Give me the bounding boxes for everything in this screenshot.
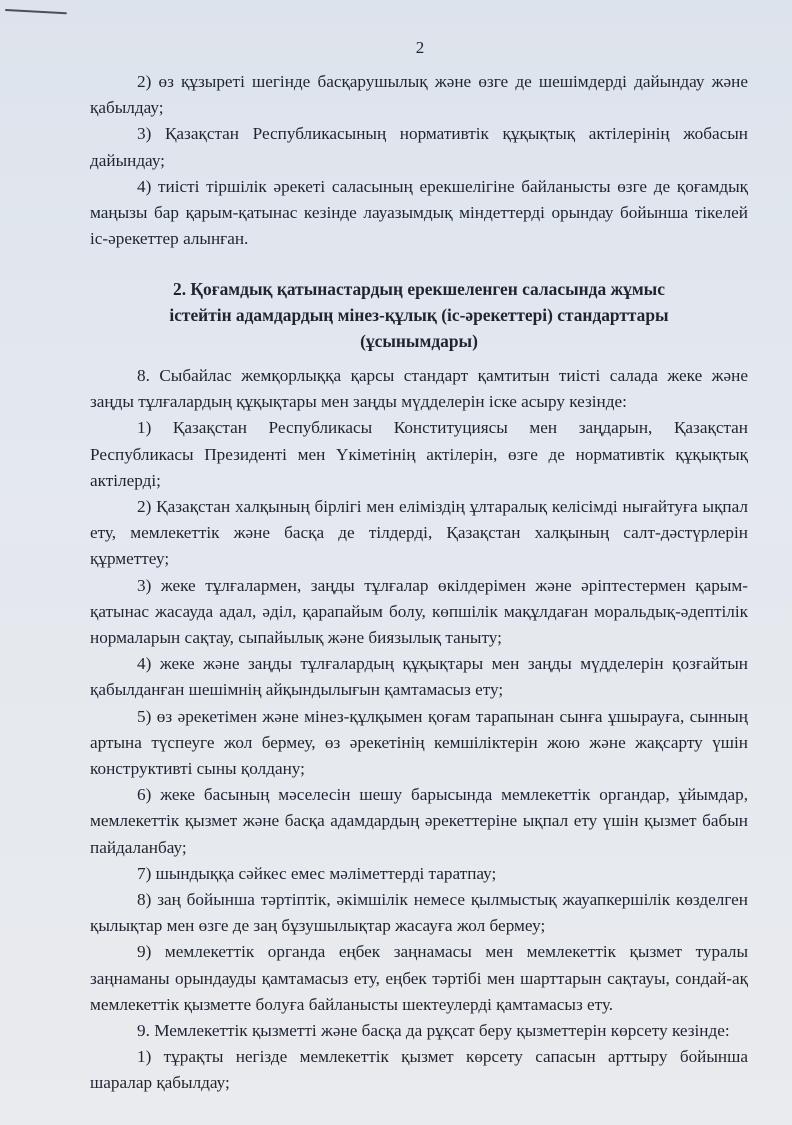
intro-list: [90, 69, 748, 252]
pen-mark: [5, 9, 67, 14]
list-item: 1) тұрақты негізде мемлекеттік қызмет көрсету сапасын арттыру бойынша шаралар қабылдау;: [90, 1047, 748, 1093]
section-heading-line: (ұсынымдары): [360, 331, 478, 352]
list-item: 2) өз құзыреті шегінде басқарушылық және өзге де шешімдерді дайындау және қабылдау;: [90, 72, 748, 118]
list-item: 4) тиісті тіршілік әрекеті саласының ерекшелігіне байланысты өзге де қоғамдық маңызы бар қарым-қатынас кезінде лауазымдық міндеттерді орындау бойынша тікелей іс-әрекеттер алынған.: [90, 176, 748, 249]
list-item: 1) Қазақстан Республикасы Конституциясы мен заңдарын, Қазақстан Республикасы Президенті мен Үкіметінің актілерін, өзге де нормативтік құқықтық актілерді;: [90, 418, 748, 490]
list-item: 3) Қазақстан Республикасының нормативтік құқықтық актілерінің жобасын дайындау;: [90, 124, 748, 170]
section-body: [90, 363, 748, 1097]
section-heading-line: істейтін адамдардың мінез-құлық (іс-әрекеттері) стандарттары: [169, 305, 669, 326]
section-heading-line: 2. Қоғамдық қатынастардың ерекшеленген саласында жұмыс: [173, 279, 665, 299]
list-item: 4) жеке және заңды тұлғалардың құқықтары мен заңды мүдделерін қозғайтын қабылданған шешімнің айқындылығын қамтамасыз ету;: [90, 654, 748, 700]
paragraph: 8. Сыбайлас жемқорлыққа қарсы стандарт қамтитын тиісті салада жеке және заңды тұлғалардың құқықтары мен заңды мүдделерін іске асыру кезінде:: [90, 366, 748, 412]
paragraph: 9. Мемлекеттік қызметті және басқа да рұқсат беру қызметтерін көрсету кезінде:: [137, 1021, 730, 1041]
list-item: 9) мемлекеттік органда еңбек заңнамасы мен мемлекеттік қызмет туралы заңнаманы орындауды қамтамасыз ету, еңбек тәртібі мен шарттарын сақтауы, сондай-ақ мемлекеттік қызметте болуға байланысты шектеулерді қамтамасыз ету.: [90, 942, 748, 1014]
list-item: 6) жеке басының мәселесін шешу барысында мемлекеттік органдар, ұйымдар, мемлекеттік қызмет және басқа адамдардың әрекеттеріне ықпал ету үшін қызмет бабын пайдаланбау;: [90, 785, 748, 857]
section-heading: [90, 276, 748, 355]
list-item: 7) шындыққа сәйкес емес мәліметтерді таратпау;: [137, 863, 497, 883]
list-item: 8) заң бойынша тәртіптік, әкімшілік немесе қылмыстық жауапкершілік көзделген қылықтар мен өзге де заң бұзушылықтар жасауға жол бермеу;: [90, 890, 748, 936]
list-item: 5) өз әрекетімен және мінез-құлқымен қоғам тарапынан сынға ұшырауға, сынның артына түспеуге жол бермеу, өз әрекетінің кемшіліктерін жою және жақсарту үшін конструктивті сыны қолдану;: [90, 706, 748, 779]
list-item: 2) Қазақстан халқының бірлігі мен еліміздің ұлтаралық келісімді нығайтуға ықпал ету, мемлекеттік және басқа де тілдерді, Қазақстан халқының салт-дәстүрлерін құрметтеу;: [90, 497, 748, 569]
page-number: 2: [415, 38, 425, 57]
list-item: 3) жеке тұлғалармен, заңды тұлғалар өкілдерімен және әріптестермен қарым-қатынас жасауда адал, әділ, қарапайым болу, көпшілік мақұлдаған моральдық-әдептілік нормаларын сақтау, сыпайылық және биязылық таныту;: [90, 575, 748, 648]
